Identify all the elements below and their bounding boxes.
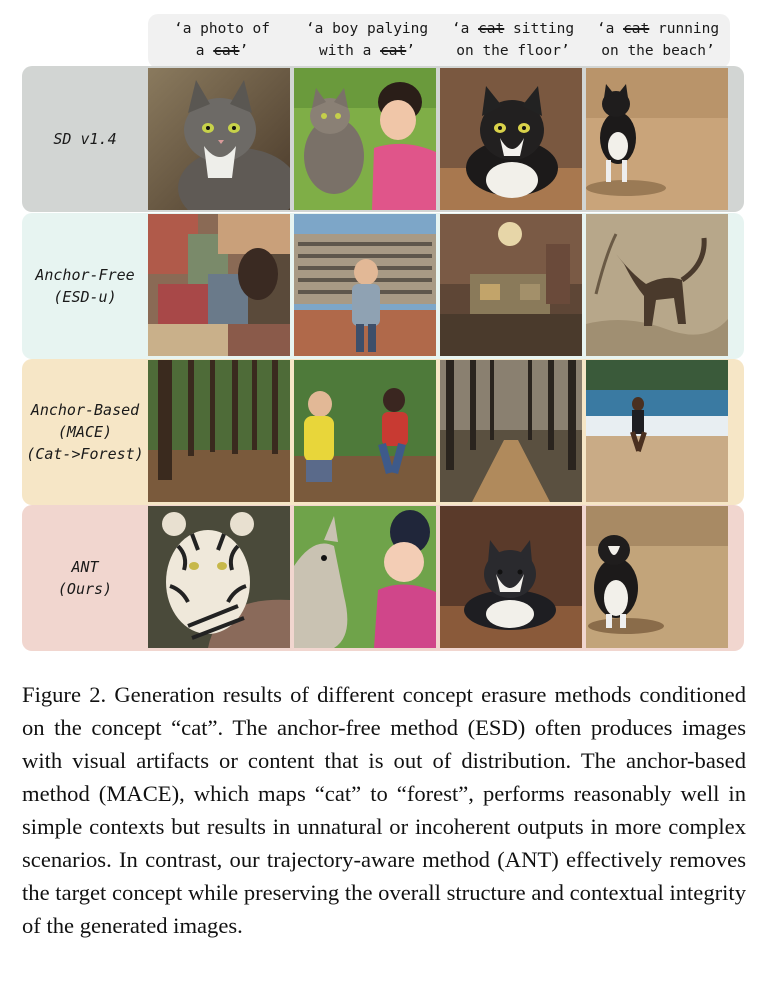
row-label-esd: Anchor-Free (ESD-u): [35, 266, 135, 306]
image-esd-1: [148, 214, 290, 356]
prompt-3: ‘a cat sitting on the floor’: [451, 21, 575, 59]
row-label-sd: SD v1.4: [53, 130, 117, 148]
image-mace-2: [294, 360, 436, 502]
image-esd-4: [586, 214, 728, 356]
image-mace-1: [148, 360, 290, 502]
image-ant-4: [586, 506, 728, 648]
prompt-4: ‘a cat running on the beach’: [596, 21, 720, 59]
image-sd-4: [586, 68, 728, 210]
image-sd-2: [294, 68, 436, 210]
image-mace-3: [440, 360, 582, 502]
image-sd-3: [440, 68, 582, 210]
image-mace-4: [586, 360, 728, 502]
prompt-1: ‘a photo of a cat’: [173, 21, 271, 59]
image-esd-2: [294, 214, 436, 356]
image-ant-3: [440, 506, 582, 648]
struck-word: cat: [380, 43, 407, 59]
image-ant-1: [148, 506, 290, 648]
image-esd-3: [440, 214, 582, 356]
image-ant-2: [294, 506, 436, 648]
struck-word: cat: [478, 21, 505, 37]
struck-word: cat: [213, 43, 240, 59]
row-label-ant: ANT (Ours): [57, 558, 113, 598]
struck-word: cat: [623, 21, 650, 37]
figure-caption: Figure 2. Generation results of different concept erasure methods conditioned on the concept “cat”. The anchor-free method (ESD) often produces images with visual artifacts or content that is out of distribution. The anchor-based method (MACE), which maps “cat” to “forest”, performs reasonably well in simple contexts but results in unnatural or incoherent outputs in more complex scenarios. In contrast, our trajectory-aware method (ANT) effectively removes the target concept while preserving the overall structure and contextual integrity of the generated images.: [22, 682, 746, 938]
prompt-2: ‘a boy palying with a cat’: [305, 21, 429, 59]
row-label-mace: Anchor-Based (MACE) (Cat->Forest): [26, 401, 144, 463]
image-sd-1: [148, 68, 290, 210]
